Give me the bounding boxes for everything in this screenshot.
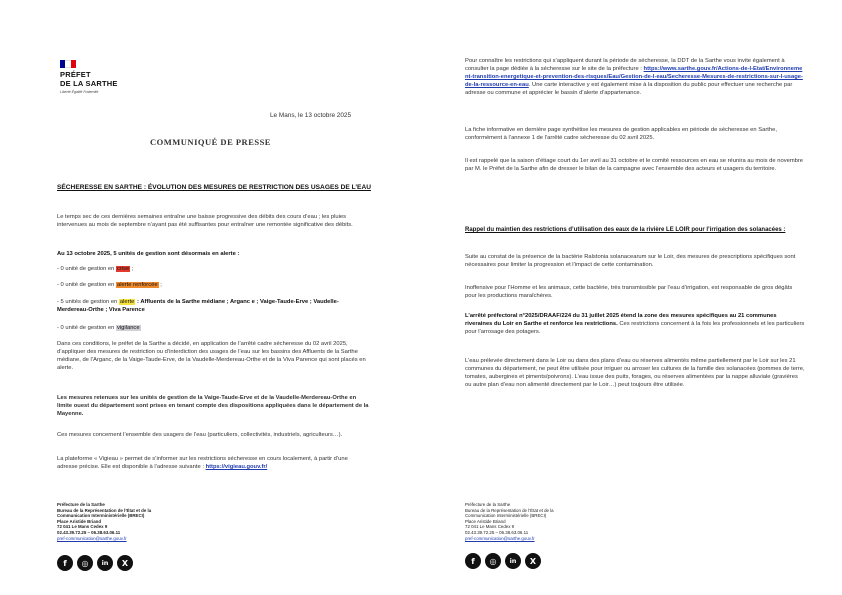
measures-paragraph: Les mesures retenues sur les unités de gestion de la Vaige-Taude-Erve et de la Vaudelle-Merdereau-Orthe en limite ouest du département sont prises en tenant compte des dispositions appliquées dans le département de la Mayenne. (57, 395, 369, 417)
facebook-icon[interactable]: f (57, 555, 73, 571)
p1-text: Pour connaître les restrictions qui s’appliquent durant la période de sécheresse, la DDT de la Sarthe vous invite également à consulter la page dédiée à la sécheresse sur le site de la préfecture : (465, 58, 785, 72)
status-suffix: ; (158, 282, 162, 288)
linkedin-icon[interactable]: in (97, 555, 113, 571)
arrete-bold: L’arrêté préfectoral n°2025/DRAAF/224 du 31 juillet 2025 étend la zone des mesures spécifiques au 21 communes riveraines du Loir en Sarthe et renforce les restrictions. (465, 313, 777, 327)
vigieau-link[interactable]: https://vigieau.gouv.fr/ (205, 464, 268, 470)
level-alerte: alerte (119, 299, 135, 305)
platform-paragraph (57, 455, 369, 471)
status-item-crise (57, 265, 369, 273)
logo-title-line2: DE LA SARTHE (60, 78, 118, 88)
prefecture-link[interactable]: https://www.sarthe.gouv.fr/Actions-de-l-Etat/Environnement-transition-energetique-et-prevention-des-risques/Eau/Gestion-de-l-eau/Secheresse-Mesures-de-restrictions-sur-l-usage-de-la-ressource-en-eau (465, 66, 803, 88)
intro-paragraph: Le temps sec de ces dernières semaines entraîne une baisse progressive des débits des cours d’eau ; les pluies intervenues au mois de septembre n’ayant pas été suffisantes pour entraîner une remontée significative des débits. (57, 214, 353, 228)
footer-line: 02.43.39.72.25 – 06.38.63.06.11 (57, 529, 121, 535)
fiche-paragraph: La fiche informative en dernière page synthétise les mesures de gestion applicables en période de sécheresse en Sarthe, conformément à l’annexe 1 de l’arrêté cadre sécheresse du 02 avril 2025. (465, 127, 777, 141)
decision-paragraph: Dans ces conditions, le préfet de la Sarthe a décidé, en application de l’arrêté cadre sécheresse du 02 avril 2025, d’appliquer des mesures de restriction ou d’interdiction des usages de l’eau sur les bassins des Affluents de la Sarthe médiane, de l’Arganc, de la Vaige-Taude-Erve, de la Vaudelle-Merdereau-Orthe et de la Viva Parence qui sont placés en alerte. (57, 341, 366, 371)
p1-after: . Une carte interactive y est également mise à la disposition du public pour effectuer une recherche par adresse ou commune et apprécier le bassin d’alerte d’appartenance. (465, 82, 793, 96)
logo-title-line1: PRÉFET (60, 70, 91, 79)
instagram-icon[interactable]: ◎ (485, 553, 501, 569)
footer-line: 72 041 Le Mans Cedex 9 (57, 524, 108, 530)
social-links (465, 553, 541, 569)
loir-subheading: Rappel du maintien des restrictions d’utilisation des eaux de la rivière LE LOIR pour l’irrigation des solanacées : (465, 227, 786, 233)
footer-line: Bureau de la Représentation de l’État et de la (57, 507, 152, 513)
platform-text: La plateforme « Vigieau » permet de s’informer sur les restrictions sécheresse en cours localement, à partir d’une adresse précise. Elle est disponible à l’adresse suivante : (57, 456, 348, 470)
press-title: COMMUNIQUÉ DE PRESSE (150, 137, 271, 147)
restrictions-info-paragraph (465, 57, 805, 97)
footer-line: Communication Interministérielle (BRECI) (57, 513, 145, 519)
water-usage-paragraph: L’eau prélevée directement dans le Loir ou dans des plans d’eau ou réserves alimentés même partiellement par le Loir sur les 21 communes du département, ne peut être utilisée pour irriguer ou arroser les cultures de la famille des solanacées (pommes de terre, tomates, aubergines et piments/poivrons). L’eau issue des puits, forages, ou réserves alimentées par la nappe alluviale (gravières ou autre plan d’eau non alimenté directement par le Loir…) peut toujours être utilisée. (465, 358, 805, 388)
footer-line: Préfecture de la Sarthe (465, 502, 511, 507)
footer-line: Préfecture de la Sarthe (57, 502, 105, 507)
bacteria-paragraph: Suite au constat de la présence de la bactérie Ralstonia solanacearum sur le Loir, des mesures de prescriptions spécifiques sont nécessaires pour limiter la progression et l’impact de cette contamination. (465, 254, 796, 268)
x-icon[interactable]: X (117, 555, 133, 571)
status-suffix: : Affluents de la Sarthe médiane ; Arganc e ; Vaige-Taude-Erve ; Vaudelle-Merdereau-Orthe ; Viva Parence (57, 299, 339, 313)
footer-contact (57, 502, 237, 541)
footer-email[interactable]: pref-communication@sarthe.gouv.fr (465, 535, 535, 541)
footer-line: 72 041 Le Mans Cedex 9 (465, 524, 515, 530)
footer-line: Communication Interministérielle (BRECI) (465, 513, 547, 519)
headline: SÉCHERESSE EN SARTHE : ÉVOLUTION DES MESURES DE RESTRICTION DES USAGES DE L’EAU (57, 184, 371, 191)
instagram-icon[interactable]: ◎ (77, 555, 93, 571)
status-prefix: - 0 unité de gestion en (57, 325, 116, 331)
footer-line: Place Aristide Briand (57, 518, 102, 524)
status-item-vigilance (57, 324, 369, 332)
footer-line: 02.43.39.72.25 – 06.38.63.06.11 (465, 529, 529, 535)
harmless-paragraph: Inoffensive pour l’Homme et les animaux, cette bactérie, très transmissible par l’eau d’irrigation, est responsable de gros dégâts pour les productions maraîchères. (465, 285, 793, 299)
users-paragraph: Ces mesures concernent l’ensemble des usagers de l’eau (particuliers, collectivités, industriels, agriculteurs…). (57, 432, 343, 438)
status-item-alerte (57, 298, 369, 314)
footer-email[interactable]: pref-communication@sarthe.gouv.fr (57, 535, 127, 541)
level-vigilance: vigilance (116, 325, 140, 331)
level-alerte-renforcee: alerte renforcée (116, 282, 158, 288)
facebook-icon[interactable]: f (465, 553, 481, 569)
flag-icon (60, 60, 76, 68)
arrete-after: Ces restrictions concernent à la fois les professionnels et les particuliers pour l’arrosage des potagers. (465, 321, 805, 335)
logo-motto: Liberté Égalité Fraternité (60, 90, 99, 94)
linkedin-icon[interactable]: in (505, 553, 521, 569)
status-item-alerte-renforcee (57, 281, 369, 289)
footer-contact (465, 502, 645, 541)
prefet-logo (60, 60, 150, 94)
level-crise: crise (116, 266, 130, 272)
etiage-paragraph: Il est rappelé que la saison d’étiage court du 1er avril au 31 octobre et le comité ressources en eau se réunira au mois de novembre par M. le Préfet de la Sarthe afin de dresser le bilan de la campagne avec l’ensemble des acteurs et usagers du territoire. (465, 158, 804, 172)
x-icon[interactable]: X (525, 553, 541, 569)
status-prefix: - 0 unité de gestion en (57, 266, 116, 272)
footer-line: Bureau de la Représentation de l’État et de la (465, 507, 554, 513)
status-prefix: - 5 unités de gestion en (57, 299, 119, 305)
social-links (57, 555, 133, 571)
arrete-paragraph (465, 312, 805, 336)
status-prefix: - 0 unité de gestion en (57, 282, 116, 288)
press-date: Le Mans, le 13 octobre 2025 (270, 112, 352, 119)
footer-line: Place Aristide Briand (465, 518, 506, 524)
right-page (421, 0, 842, 595)
status-intro: Au 13 octobre 2025, 5 unités de gestion sont désormais en alerte : (57, 251, 240, 257)
status-suffix: ; (130, 266, 134, 272)
